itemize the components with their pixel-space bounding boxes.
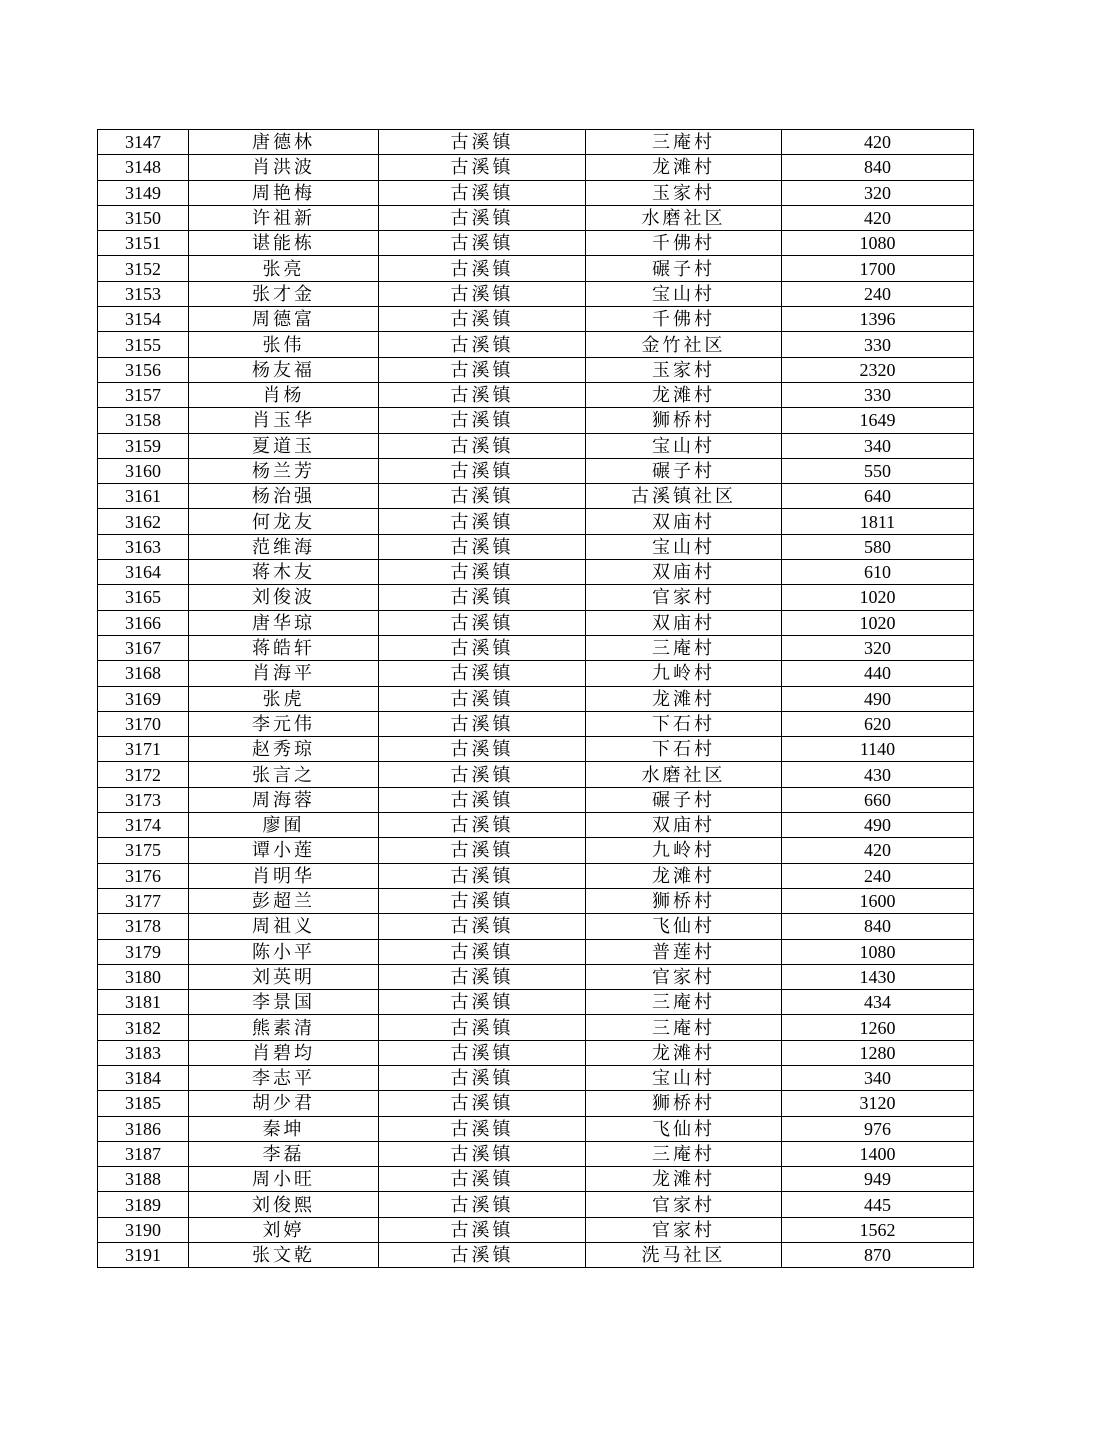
table-row xyxy=(98,433,974,458)
row-number-cell: 3147 xyxy=(98,130,189,155)
village-cell: 狮桥村 xyxy=(586,408,782,433)
table-row xyxy=(98,1091,974,1116)
table-body xyxy=(98,130,974,1268)
town-cell: 古溪镇 xyxy=(379,787,586,812)
amount-cell: 434 xyxy=(782,990,974,1015)
name-cell: 杨友福 xyxy=(189,357,379,382)
row-number-cell: 3181 xyxy=(98,990,189,1015)
town-cell: 古溪镇 xyxy=(379,888,586,913)
name-cell: 李景国 xyxy=(189,990,379,1015)
village-cell: 双庙村 xyxy=(586,560,782,585)
town-cell: 古溪镇 xyxy=(379,155,586,180)
row-number-cell: 3151 xyxy=(98,231,189,256)
table-row xyxy=(98,813,974,838)
village-cell: 三庵村 xyxy=(586,990,782,1015)
row-number-cell: 3159 xyxy=(98,433,189,458)
village-cell: 水磨社区 xyxy=(586,205,782,230)
amount-cell: 1430 xyxy=(782,964,974,989)
amount-cell: 1080 xyxy=(782,939,974,964)
amount-cell: 1562 xyxy=(782,1217,974,1242)
village-cell: 三庵村 xyxy=(586,635,782,660)
name-cell: 肖杨 xyxy=(189,382,379,407)
table-row xyxy=(98,635,974,660)
amount-cell: 580 xyxy=(782,534,974,559)
town-cell: 古溪镇 xyxy=(379,458,586,483)
village-cell: 宝山村 xyxy=(586,433,782,458)
table-row xyxy=(98,205,974,230)
table-row xyxy=(98,838,974,863)
table-row xyxy=(98,509,974,534)
row-number-cell: 3158 xyxy=(98,408,189,433)
town-cell: 古溪镇 xyxy=(379,484,586,509)
town-cell: 古溪镇 xyxy=(379,307,586,332)
name-cell: 赵秀琼 xyxy=(189,737,379,762)
amount-cell: 1396 xyxy=(782,307,974,332)
amount-cell: 320 xyxy=(782,635,974,660)
table-row xyxy=(98,1192,974,1217)
village-cell: 下石村 xyxy=(586,737,782,762)
amount-cell: 2320 xyxy=(782,357,974,382)
town-cell: 古溪镇 xyxy=(379,1116,586,1141)
amount-cell: 420 xyxy=(782,205,974,230)
amount-cell: 1020 xyxy=(782,585,974,610)
town-cell: 古溪镇 xyxy=(379,863,586,888)
amount-cell: 490 xyxy=(782,686,974,711)
name-cell: 刘婷 xyxy=(189,1217,379,1242)
table-row xyxy=(98,762,974,787)
row-number-cell: 3173 xyxy=(98,787,189,812)
town-cell: 古溪镇 xyxy=(379,1243,586,1268)
town-cell: 古溪镇 xyxy=(379,1217,586,1242)
table-row xyxy=(98,180,974,205)
village-cell: 双庙村 xyxy=(586,610,782,635)
amount-cell: 949 xyxy=(782,1167,974,1192)
row-number-cell: 3150 xyxy=(98,205,189,230)
amount-cell: 420 xyxy=(782,130,974,155)
row-number-cell: 3186 xyxy=(98,1116,189,1141)
village-cell: 官家村 xyxy=(586,964,782,989)
name-cell: 肖明华 xyxy=(189,863,379,888)
data-table xyxy=(97,129,974,1268)
name-cell: 肖玉华 xyxy=(189,408,379,433)
name-cell: 熊素清 xyxy=(189,1015,379,1040)
town-cell: 古溪镇 xyxy=(379,256,586,281)
amount-cell: 440 xyxy=(782,661,974,686)
row-number-cell: 3169 xyxy=(98,686,189,711)
town-cell: 古溪镇 xyxy=(379,737,586,762)
table-row xyxy=(98,1217,974,1242)
table-row xyxy=(98,332,974,357)
amount-cell: 330 xyxy=(782,332,974,357)
name-cell: 刘俊熙 xyxy=(189,1192,379,1217)
name-cell: 谭小莲 xyxy=(189,838,379,863)
village-cell: 飞仙村 xyxy=(586,1116,782,1141)
village-cell: 三庵村 xyxy=(586,1015,782,1040)
table-row xyxy=(98,939,974,964)
row-number-cell: 3166 xyxy=(98,610,189,635)
name-cell: 刘俊波 xyxy=(189,585,379,610)
town-cell: 古溪镇 xyxy=(379,509,586,534)
name-cell: 李志平 xyxy=(189,1065,379,1090)
name-cell: 范维海 xyxy=(189,534,379,559)
name-cell: 廖囿 xyxy=(189,813,379,838)
village-cell: 九岭村 xyxy=(586,661,782,686)
town-cell: 古溪镇 xyxy=(379,610,586,635)
village-cell: 龙滩村 xyxy=(586,155,782,180)
name-cell: 李元伟 xyxy=(189,711,379,736)
amount-cell: 840 xyxy=(782,914,974,939)
name-cell: 谌能栋 xyxy=(189,231,379,256)
town-cell: 古溪镇 xyxy=(379,914,586,939)
table-row xyxy=(98,686,974,711)
row-number-cell: 3148 xyxy=(98,155,189,180)
village-cell: 双庙村 xyxy=(586,509,782,534)
village-cell: 龙滩村 xyxy=(586,1167,782,1192)
village-cell: 玉家村 xyxy=(586,357,782,382)
table-row xyxy=(98,231,974,256)
name-cell: 周德富 xyxy=(189,307,379,332)
amount-cell: 870 xyxy=(782,1243,974,1268)
row-number-cell: 3179 xyxy=(98,939,189,964)
name-cell: 杨兰芳 xyxy=(189,458,379,483)
table-row xyxy=(98,382,974,407)
row-number-cell: 3165 xyxy=(98,585,189,610)
row-number-cell: 3156 xyxy=(98,357,189,382)
row-number-cell: 3164 xyxy=(98,560,189,585)
town-cell: 古溪镇 xyxy=(379,534,586,559)
table-row xyxy=(98,888,974,913)
row-number-cell: 3189 xyxy=(98,1192,189,1217)
amount-cell: 1649 xyxy=(782,408,974,433)
row-number-cell: 3178 xyxy=(98,914,189,939)
row-number-cell: 3171 xyxy=(98,737,189,762)
table-row xyxy=(98,1243,974,1268)
row-number-cell: 3155 xyxy=(98,332,189,357)
amount-cell: 1600 xyxy=(782,888,974,913)
village-cell: 龙滩村 xyxy=(586,382,782,407)
amount-cell: 660 xyxy=(782,787,974,812)
village-cell: 狮桥村 xyxy=(586,888,782,913)
row-number-cell: 3182 xyxy=(98,1015,189,1040)
town-cell: 古溪镇 xyxy=(379,332,586,357)
row-number-cell: 3191 xyxy=(98,1243,189,1268)
table-row xyxy=(98,1141,974,1166)
table-row xyxy=(98,990,974,1015)
town-cell: 古溪镇 xyxy=(379,205,586,230)
row-number-cell: 3153 xyxy=(98,281,189,306)
table-row xyxy=(98,737,974,762)
town-cell: 古溪镇 xyxy=(379,560,586,585)
table-row xyxy=(98,281,974,306)
town-cell: 古溪镇 xyxy=(379,1141,586,1166)
village-cell: 千佛村 xyxy=(586,307,782,332)
amount-cell: 1400 xyxy=(782,1141,974,1166)
amount-cell: 240 xyxy=(782,863,974,888)
name-cell: 陈小平 xyxy=(189,939,379,964)
name-cell: 彭超兰 xyxy=(189,888,379,913)
town-cell: 古溪镇 xyxy=(379,1167,586,1192)
table-row xyxy=(98,458,974,483)
table-row xyxy=(98,661,974,686)
row-number-cell: 3187 xyxy=(98,1141,189,1166)
town-cell: 古溪镇 xyxy=(379,180,586,205)
amount-cell: 430 xyxy=(782,762,974,787)
name-cell: 周艳梅 xyxy=(189,180,379,205)
name-cell: 周小旺 xyxy=(189,1167,379,1192)
amount-cell: 490 xyxy=(782,813,974,838)
village-cell: 龙滩村 xyxy=(586,686,782,711)
name-cell: 肖碧均 xyxy=(189,1040,379,1065)
town-cell: 古溪镇 xyxy=(379,813,586,838)
village-cell: 九岭村 xyxy=(586,838,782,863)
row-number-cell: 3152 xyxy=(98,256,189,281)
village-cell: 龙滩村 xyxy=(586,1040,782,1065)
row-number-cell: 3149 xyxy=(98,180,189,205)
name-cell: 张言之 xyxy=(189,762,379,787)
name-cell: 蒋皓轩 xyxy=(189,635,379,660)
town-cell: 古溪镇 xyxy=(379,990,586,1015)
village-cell: 官家村 xyxy=(586,1217,782,1242)
row-number-cell: 3177 xyxy=(98,888,189,913)
table-row xyxy=(98,585,974,610)
table-row xyxy=(98,787,974,812)
town-cell: 古溪镇 xyxy=(379,939,586,964)
name-cell: 蒋木友 xyxy=(189,560,379,585)
row-number-cell: 3172 xyxy=(98,762,189,787)
row-number-cell: 3175 xyxy=(98,838,189,863)
amount-cell: 1811 xyxy=(782,509,974,534)
table-row xyxy=(98,964,974,989)
amount-cell: 445 xyxy=(782,1192,974,1217)
table-row xyxy=(98,408,974,433)
table-row xyxy=(98,534,974,559)
town-cell: 古溪镇 xyxy=(379,1065,586,1090)
village-cell: 碾子村 xyxy=(586,458,782,483)
amount-cell: 640 xyxy=(782,484,974,509)
village-cell: 碾子村 xyxy=(586,787,782,812)
row-number-cell: 3168 xyxy=(98,661,189,686)
name-cell: 张亮 xyxy=(189,256,379,281)
name-cell: 肖海平 xyxy=(189,661,379,686)
village-cell: 龙滩村 xyxy=(586,863,782,888)
village-cell: 千佛村 xyxy=(586,231,782,256)
name-cell: 周海蓉 xyxy=(189,787,379,812)
town-cell: 古溪镇 xyxy=(379,585,586,610)
row-number-cell: 3180 xyxy=(98,964,189,989)
table-row xyxy=(98,130,974,155)
amount-cell: 3120 xyxy=(782,1091,974,1116)
village-cell: 三庵村 xyxy=(586,1141,782,1166)
amount-cell: 1080 xyxy=(782,231,974,256)
amount-cell: 340 xyxy=(782,1065,974,1090)
amount-cell: 610 xyxy=(782,560,974,585)
name-cell: 唐德林 xyxy=(189,130,379,155)
amount-cell: 840 xyxy=(782,155,974,180)
amount-cell: 1020 xyxy=(782,610,974,635)
name-cell: 张伟 xyxy=(189,332,379,357)
name-cell: 张虎 xyxy=(189,686,379,711)
amount-cell: 240 xyxy=(782,281,974,306)
amount-cell: 1280 xyxy=(782,1040,974,1065)
town-cell: 古溪镇 xyxy=(379,357,586,382)
village-cell: 普莲村 xyxy=(586,939,782,964)
village-cell: 金竹社区 xyxy=(586,332,782,357)
town-cell: 古溪镇 xyxy=(379,635,586,660)
name-cell: 许祖新 xyxy=(189,205,379,230)
amount-cell: 420 xyxy=(782,838,974,863)
town-cell: 古溪镇 xyxy=(379,408,586,433)
village-cell: 水磨社区 xyxy=(586,762,782,787)
village-cell: 三庵村 xyxy=(586,130,782,155)
row-number-cell: 3163 xyxy=(98,534,189,559)
town-cell: 古溪镇 xyxy=(379,661,586,686)
table-row xyxy=(98,711,974,736)
name-cell: 胡少君 xyxy=(189,1091,379,1116)
row-number-cell: 3154 xyxy=(98,307,189,332)
town-cell: 古溪镇 xyxy=(379,838,586,863)
town-cell: 古溪镇 xyxy=(379,1192,586,1217)
name-cell: 何龙友 xyxy=(189,509,379,534)
name-cell: 李磊 xyxy=(189,1141,379,1166)
row-number-cell: 3161 xyxy=(98,484,189,509)
amount-cell: 330 xyxy=(782,382,974,407)
town-cell: 古溪镇 xyxy=(379,762,586,787)
amount-cell: 1140 xyxy=(782,737,974,762)
village-cell: 碾子村 xyxy=(586,256,782,281)
name-cell: 唐华琼 xyxy=(189,610,379,635)
village-cell: 官家村 xyxy=(586,585,782,610)
table-row xyxy=(98,357,974,382)
town-cell: 古溪镇 xyxy=(379,130,586,155)
row-number-cell: 3183 xyxy=(98,1040,189,1065)
town-cell: 古溪镇 xyxy=(379,382,586,407)
town-cell: 古溪镇 xyxy=(379,686,586,711)
amount-cell: 620 xyxy=(782,711,974,736)
village-cell: 洗马社区 xyxy=(586,1243,782,1268)
table-row xyxy=(98,1065,974,1090)
village-cell: 玉家村 xyxy=(586,180,782,205)
name-cell: 杨治强 xyxy=(189,484,379,509)
village-cell: 狮桥村 xyxy=(586,1091,782,1116)
row-number-cell: 3174 xyxy=(98,813,189,838)
name-cell: 张文乾 xyxy=(189,1243,379,1268)
row-number-cell: 3160 xyxy=(98,458,189,483)
row-number-cell: 3176 xyxy=(98,863,189,888)
table-row xyxy=(98,1015,974,1040)
table-row xyxy=(98,1040,974,1065)
amount-cell: 550 xyxy=(782,458,974,483)
table-row xyxy=(98,863,974,888)
amount-cell: 976 xyxy=(782,1116,974,1141)
table-row xyxy=(98,1116,974,1141)
name-cell: 刘英明 xyxy=(189,964,379,989)
amount-cell: 1260 xyxy=(782,1015,974,1040)
table-row xyxy=(98,155,974,180)
town-cell: 古溪镇 xyxy=(379,1091,586,1116)
row-number-cell: 3190 xyxy=(98,1217,189,1242)
table-row xyxy=(98,610,974,635)
table-row xyxy=(98,307,974,332)
town-cell: 古溪镇 xyxy=(379,1015,586,1040)
name-cell: 肖洪波 xyxy=(189,155,379,180)
table-row xyxy=(98,914,974,939)
village-cell: 双庙村 xyxy=(586,813,782,838)
row-number-cell: 3170 xyxy=(98,711,189,736)
row-number-cell: 3184 xyxy=(98,1065,189,1090)
amount-cell: 1700 xyxy=(782,256,974,281)
town-cell: 古溪镇 xyxy=(379,281,586,306)
village-cell: 宝山村 xyxy=(586,534,782,559)
name-cell: 夏道玉 xyxy=(189,433,379,458)
row-number-cell: 3157 xyxy=(98,382,189,407)
name-cell: 张才金 xyxy=(189,281,379,306)
town-cell: 古溪镇 xyxy=(379,433,586,458)
village-cell: 下石村 xyxy=(586,711,782,736)
row-number-cell: 3188 xyxy=(98,1167,189,1192)
village-cell: 宝山村 xyxy=(586,281,782,306)
table-row xyxy=(98,484,974,509)
amount-cell: 320 xyxy=(782,180,974,205)
table-row xyxy=(98,560,974,585)
row-number-cell: 3167 xyxy=(98,635,189,660)
name-cell: 周祖义 xyxy=(189,914,379,939)
town-cell: 古溪镇 xyxy=(379,711,586,736)
village-cell: 宝山村 xyxy=(586,1065,782,1090)
town-cell: 古溪镇 xyxy=(379,964,586,989)
row-number-cell: 3185 xyxy=(98,1091,189,1116)
name-cell: 秦坤 xyxy=(189,1116,379,1141)
row-number-cell: 3162 xyxy=(98,509,189,534)
amount-cell: 340 xyxy=(782,433,974,458)
table-row xyxy=(98,1167,974,1192)
town-cell: 古溪镇 xyxy=(379,1040,586,1065)
village-cell: 古溪镇社区 xyxy=(586,484,782,509)
village-cell: 飞仙村 xyxy=(586,914,782,939)
table-row xyxy=(98,256,974,281)
town-cell: 古溪镇 xyxy=(379,231,586,256)
village-cell: 官家村 xyxy=(586,1192,782,1217)
